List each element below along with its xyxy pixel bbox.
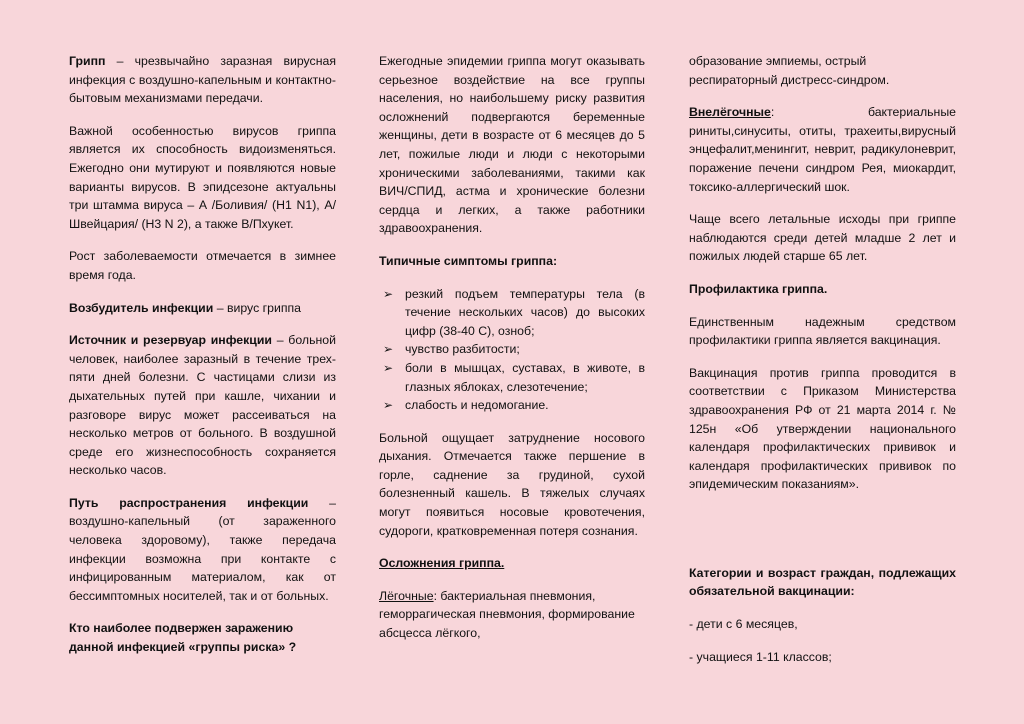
list-item: ➢ резкий подъем температуры тела (в течение нескольких часов) до высоких цифр (38-40 С), озноб; — [383, 286, 645, 338]
virus-feature-paragraph: Важной особенностью вирусов гриппа является их способность видоизменяться. Ежегодно они мутируют и появляются новые варианты вирусов. В эпидсезоне актуальны три штамма вируса – А /Боливия/ (Н1 N1), А/Швейцария/ (Н3 N 2), а также В/Пхукет. — [69, 123, 336, 231]
continuation-paragraph: образование эмпиемы, острый респираторный дистресс-синдром. — [689, 54, 890, 87]
category-item: - дети с 6 месяцев, — [689, 617, 798, 632]
symptoms-list — [379, 285, 645, 415]
extrapulmonary-paragraph: Внелёгочные: бактериальные риниты,синуситы, отиты, трахеиты,вирусный энцефалит,менингит, неврит, радикулоневрит, поражение печени синдром Рея, миокардит, токсико-аллергический шок. — [689, 105, 956, 194]
arrow-bullet-icon: ➢ — [383, 342, 394, 357]
symptoms-heading: Типичные симптомы гриппа: — [379, 253, 558, 268]
pathogen-paragraph: Возбудитель инфекции – вирус гриппа — [69, 300, 301, 315]
intro-paragraph: Грипп – чрезвычайно заразная вирусная инфекция с воздушно-капельным и контактно-бытовым механизмами передачи. — [69, 54, 336, 106]
mortality-paragraph: Чаще всего летальные исходы при гриппе наблюдаются среди детей младше 2 лет и пожилых людей старше 65 лет. — [689, 212, 956, 264]
term-flu: Грипп — [69, 54, 106, 68]
list-item: ➢ слабость и недомогание. — [379, 396, 645, 415]
column-1 — [69, 52, 336, 671]
category-item: - учащиеся 1-11 классов; — [689, 649, 832, 664]
arrow-bullet-icon: ➢ — [383, 360, 394, 375]
season-paragraph: Рост заболеваемости отмечается в зимнее время года. — [69, 249, 336, 282]
column-2 — [379, 52, 645, 657]
list-item: ➢ боли в мышцах, суставах, в животе, в глазных яблоках, слезотечение; — [383, 360, 645, 394]
lung-complications-paragraph: Лёгочные: бактериальная пневмония, геморрагическая пневмония, формирование абсцесса лёгкого, — [379, 588, 635, 641]
source-paragraph: Источник и резервуар инфекции – больной человек, наиболее заразный в течение трех-пяти дней болезни. С частицами слизи из дыхательных путей при кашле, чихании и разговоре вирус может рассеиваться на несколько метров от больного. В воздушной среде его жизнеспособность сохраняется несколько часов. — [69, 333, 336, 478]
breathing-paragraph: Больной ощущает затруднение носового дыхания. Отмечается также першение в горле, саднение за грудиной, сухой болезненный кашель. В тяжелых случаях могут появиться носовые кровотечения, судороги, кратковременная потеря сознания. — [379, 430, 645, 538]
prevention-heading: Профилактика гриппа. — [689, 281, 828, 296]
arrow-bullet-icon: ➢ — [383, 398, 394, 413]
complications-heading: Осложнения гриппа. — [379, 556, 505, 571]
transmission-paragraph: Путь распространения инфекции – воздушно-капельный (от зараженного человека здоровому), также передача инфекции возможна при контакте с инфицированным материалом, как от бессимптомных носителей, так и от больных. — [69, 495, 336, 603]
categories-heading: Категории и возраст граждан, подлежащих обязательной вакцинации: — [689, 565, 956, 599]
list-item: ➢ чувство разбитости; — [379, 340, 645, 359]
order-paragraph: Вакцинация против гриппа проводится в соответствии с Приказом Министерства здравоохранения РФ от 21 марта 2014 г. № 125н «Об утверждении национального календаря профилактических прививок и календаря профилактических прививок по эпидемическим показаниям». — [689, 365, 956, 492]
vaccination-paragraph: Единственным надежным средством профилактики гриппа является вакцинация. — [689, 314, 956, 348]
column-3 — [689, 52, 956, 680]
epidemics-paragraph: Ежегодные эпидемии гриппа могут оказывать серьезное воздействие на все группы населения, но наибольшему риску развития осложнений подвергаются беременные женщины, дети в возрасте от 6 месяцев до 5 лет, пожилые люди и люди с некоторыми хроническими заболеваниями, такими как ВИЧ/СПИД, астма и хронические болезни сердца и легких, а также работники здравоохранения. — [379, 54, 645, 236]
risk-groups-heading: Кто наиболее подвержен заражению данной инфекцией «группы риска» ? — [69, 621, 297, 655]
arrow-bullet-icon: ➢ — [383, 286, 394, 301]
